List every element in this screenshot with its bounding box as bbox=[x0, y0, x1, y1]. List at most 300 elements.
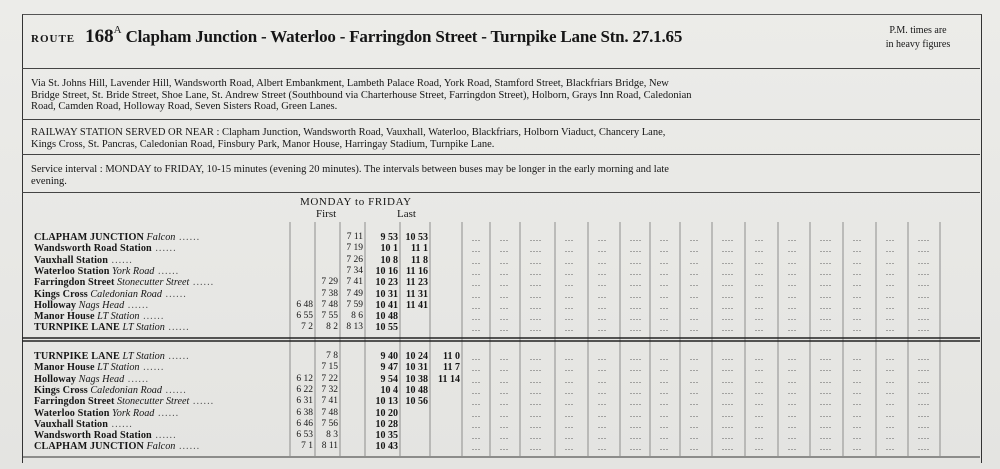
blank-cell-dots: ... bbox=[660, 420, 669, 430]
blank-cell-dots: ... bbox=[598, 234, 607, 243]
blank-cell-dots: .... bbox=[820, 279, 832, 289]
blank-cell-dots: .... bbox=[918, 386, 930, 396]
blank-cell-dots: ... bbox=[690, 375, 699, 385]
blank-cell-dots: .... bbox=[918, 313, 930, 323]
leader-dots: ...... bbox=[154, 265, 180, 277]
blank-cell-dots: .... bbox=[530, 301, 542, 311]
departure-time: 10 55 bbox=[375, 322, 398, 334]
stop-name: CLAPHAM JUNCTION bbox=[34, 232, 144, 243]
blank-cell-dots: ... bbox=[690, 324, 699, 334]
blank-cell-dots: .... bbox=[722, 313, 734, 323]
blank-cell-dots: ... bbox=[565, 420, 574, 430]
blank-cell-dots: ... bbox=[598, 301, 607, 311]
departure-time: 10 38 bbox=[405, 373, 428, 385]
stop-name: Holloway bbox=[34, 373, 77, 385]
leader-dots: ...... bbox=[154, 407, 180, 419]
departure-time: 8 6 bbox=[351, 311, 363, 322]
departure-time: 11 7 bbox=[443, 362, 460, 374]
blank-cell-dots: ... bbox=[660, 432, 669, 442]
departure-time: 10 56 bbox=[405, 396, 428, 408]
stop-name: TURNPIKE LANE bbox=[34, 351, 120, 362]
blank-cell-dots: ... bbox=[788, 245, 797, 255]
blank-cell-dots: ... bbox=[690, 279, 699, 289]
blank-cell-dots: .... bbox=[918, 375, 930, 385]
blank-cell-dots: ... bbox=[853, 267, 862, 277]
blank-cell-dots: .... bbox=[630, 290, 642, 300]
departure-time: 7 1 bbox=[301, 441, 313, 452]
first-heading: First bbox=[316, 208, 337, 220]
blank-cell-dots: ... bbox=[690, 443, 699, 453]
departure-time: 10 28 bbox=[375, 418, 398, 430]
blank-cell-dots: .... bbox=[918, 443, 930, 453]
blank-cell-dots: ... bbox=[598, 267, 607, 277]
last-heading: Last bbox=[397, 208, 416, 220]
departure-time: 7 29 bbox=[321, 277, 338, 288]
blank-cell-dots: .... bbox=[820, 301, 832, 311]
blank-cell-dots: .... bbox=[530, 420, 542, 430]
departure-time: 9 53 bbox=[380, 232, 398, 243]
blank-cell-dots: .... bbox=[630, 420, 642, 430]
blank-cell-dots: ... bbox=[690, 267, 699, 277]
blank-cell-dots: ... bbox=[500, 267, 509, 277]
stop-subname: Falcon bbox=[146, 441, 176, 453]
blank-cell-dots: .... bbox=[530, 443, 542, 453]
blank-cell-dots: ... bbox=[472, 245, 481, 255]
blank-cell-dots: ... bbox=[788, 409, 797, 419]
blank-cell-dots: .... bbox=[722, 420, 734, 430]
blank-cell-dots: ... bbox=[472, 398, 481, 408]
stop-subname: Stonecutter Street bbox=[117, 277, 190, 289]
departure-time: 10 48 bbox=[405, 384, 428, 396]
stop-name: Farringdon Street bbox=[34, 396, 115, 408]
blank-cell-dots: ... bbox=[886, 432, 895, 442]
blank-cell-dots: ... bbox=[660, 353, 669, 362]
blank-cell-dots: ... bbox=[853, 364, 862, 374]
stop-row bbox=[34, 374, 149, 385]
blank-cell-dots: .... bbox=[820, 432, 832, 442]
blank-cell-dots: .... bbox=[918, 256, 930, 266]
blank-cell-dots: ... bbox=[500, 420, 509, 430]
stop-row bbox=[34, 300, 149, 311]
blank-cell-dots: ... bbox=[755, 375, 764, 385]
blank-cell-dots: ... bbox=[690, 364, 699, 374]
stop-row bbox=[34, 408, 179, 419]
blank-cell-dots: .... bbox=[630, 324, 642, 334]
blank-cell-dots: ... bbox=[755, 409, 764, 419]
blank-cell-dots: ... bbox=[853, 324, 862, 334]
departure-time: 7 34 bbox=[346, 265, 363, 276]
blank-cell-dots: ... bbox=[500, 301, 509, 311]
blank-cell-dots: .... bbox=[530, 409, 542, 419]
blank-cell-dots: ... bbox=[788, 267, 797, 277]
stop-subname: LT Station bbox=[97, 311, 140, 323]
blank-cell-dots: .... bbox=[820, 398, 832, 408]
blank-cell-dots: .... bbox=[820, 420, 832, 430]
blank-cell-dots: ... bbox=[853, 398, 862, 408]
blank-cell-dots: ... bbox=[472, 290, 481, 300]
blank-cell-dots: ... bbox=[886, 375, 895, 385]
blank-cell-dots: ... bbox=[500, 398, 509, 408]
blank-cell-dots: .... bbox=[722, 256, 734, 266]
departure-time: 11 41 bbox=[406, 299, 428, 311]
blank-cell-dots: .... bbox=[630, 409, 642, 419]
blank-cell-dots: ... bbox=[755, 256, 764, 266]
blank-cell-dots: ... bbox=[472, 256, 481, 266]
blank-cell-dots: ... bbox=[690, 290, 699, 300]
blank-cell-dots: ... bbox=[788, 313, 797, 323]
blank-cell-dots: ... bbox=[565, 256, 574, 266]
blank-cell-dots: ... bbox=[500, 443, 509, 453]
stop-subname: LT Station bbox=[122, 322, 165, 334]
blank-cell-dots: ... bbox=[853, 386, 862, 396]
blank-cell-dots: ... bbox=[598, 256, 607, 266]
blank-cell-dots: .... bbox=[630, 234, 642, 243]
blank-cell-dots: ... bbox=[598, 279, 607, 289]
leader-dots: ...... bbox=[139, 311, 165, 323]
blank-cell-dots: ... bbox=[755, 353, 764, 362]
blank-cell-dots: ... bbox=[886, 279, 895, 289]
stop-row bbox=[34, 385, 187, 396]
blank-cell-dots: ... bbox=[598, 245, 607, 255]
blank-cell-dots: ... bbox=[755, 290, 764, 300]
departure-time: 6 55 bbox=[296, 311, 313, 322]
blank-cell-dots: .... bbox=[530, 324, 542, 334]
stop-name: Waterloo Station bbox=[34, 407, 110, 419]
blank-cell-dots: ... bbox=[472, 364, 481, 374]
blank-cell-dots: ... bbox=[755, 301, 764, 311]
blank-cell-dots: ... bbox=[788, 375, 797, 385]
blank-cell-dots: ... bbox=[598, 443, 607, 453]
blank-cell-dots: .... bbox=[722, 432, 734, 442]
departure-time: 7 32 bbox=[321, 384, 338, 395]
departure-time: 10 31 bbox=[405, 362, 428, 374]
blank-cell-dots: .... bbox=[630, 375, 642, 385]
blank-cell-dots: ... bbox=[598, 398, 607, 408]
blank-cell-dots: ... bbox=[565, 313, 574, 323]
blank-cell-dots: .... bbox=[722, 245, 734, 255]
departure-time: 7 55 bbox=[321, 311, 338, 322]
stop-name: Kings Cross bbox=[34, 288, 88, 300]
blank-cell-dots: ... bbox=[886, 398, 895, 408]
departure-time: 6 53 bbox=[296, 430, 313, 441]
stop-name: Wandsworth Road Station bbox=[34, 243, 152, 255]
blank-cell-dots: ... bbox=[755, 324, 764, 334]
leader-dots: ...... bbox=[151, 430, 177, 442]
blank-cell-dots: ... bbox=[565, 432, 574, 442]
blank-cell-dots: ... bbox=[500, 364, 509, 374]
blank-cell-dots: ... bbox=[886, 290, 895, 300]
departure-time: 8 11 bbox=[321, 441, 338, 452]
departure-time: 7 59 bbox=[346, 299, 363, 310]
stop-row bbox=[34, 311, 164, 322]
blank-cell-dots: .... bbox=[820, 353, 832, 362]
days-heading: MONDAY to FRIDAY bbox=[300, 196, 412, 208]
blank-cell-dots: ... bbox=[788, 420, 797, 430]
blank-cell-dots: ... bbox=[660, 375, 669, 385]
stop-subname: Stonecutter Street bbox=[117, 396, 190, 408]
departure-time: 10 35 bbox=[375, 430, 398, 442]
departure-time: 11 0 bbox=[443, 351, 460, 362]
blank-cell-dots: ... bbox=[500, 386, 509, 396]
stop-name: Farringdon Street bbox=[34, 277, 115, 289]
departure-time: 6 48 bbox=[296, 299, 313, 310]
stop-name: Waterloo Station bbox=[34, 265, 110, 277]
blank-cell-dots: .... bbox=[918, 267, 930, 277]
route-number: 168 bbox=[85, 26, 114, 47]
blank-cell-dots: .... bbox=[722, 353, 734, 362]
blank-cell-dots: ... bbox=[690, 386, 699, 396]
blank-cell-dots: .... bbox=[820, 267, 832, 277]
blank-cell-dots: ... bbox=[660, 256, 669, 266]
blank-cell-dots: .... bbox=[820, 364, 832, 374]
blank-cell-dots: ... bbox=[886, 386, 895, 396]
blank-cell-dots: .... bbox=[630, 386, 642, 396]
via-line: Via St. Johns Hill, Lavender Hill, Wandsworth Road, Albert Embankment, Lambeth Palace Road, York Road, Stamford Street, Blackfriars Bridge, New bbox=[31, 78, 669, 89]
blank-cell-dots: ... bbox=[690, 245, 699, 255]
departure-time: 7 8 bbox=[326, 351, 338, 361]
blank-cell-dots: ... bbox=[500, 313, 509, 323]
departure-time: 11 23 bbox=[406, 277, 428, 289]
departure-time: 6 38 bbox=[296, 407, 313, 418]
blank-cell-dots: ... bbox=[598, 364, 607, 374]
stop-row bbox=[34, 243, 177, 254]
stop-row bbox=[34, 266, 179, 277]
blank-cell-dots: ... bbox=[853, 409, 862, 419]
blank-cell-dots: ... bbox=[565, 353, 574, 362]
departure-time: 11 14 bbox=[438, 373, 460, 385]
leader-dots: ...... bbox=[189, 277, 215, 289]
blank-cell-dots: ... bbox=[788, 279, 797, 289]
departure-time: 7 41 bbox=[321, 396, 338, 407]
blank-cell-dots: ... bbox=[853, 443, 862, 453]
departure-time: 10 53 bbox=[405, 232, 428, 243]
blank-cell-dots: ... bbox=[660, 364, 669, 374]
blank-cell-dots: .... bbox=[530, 375, 542, 385]
stop-row bbox=[34, 277, 214, 288]
blank-cell-dots: ... bbox=[755, 443, 764, 453]
blank-cell-dots: .... bbox=[722, 290, 734, 300]
stop-subname: Falcon bbox=[146, 232, 176, 243]
departure-time: 7 26 bbox=[346, 254, 363, 265]
blank-cell-dots: .... bbox=[530, 364, 542, 374]
blank-cell-dots: ... bbox=[565, 386, 574, 396]
blank-cell-dots: ... bbox=[690, 301, 699, 311]
blank-cell-dots: ... bbox=[565, 398, 574, 408]
blank-cell-dots: ... bbox=[755, 420, 764, 430]
railway-line: RAILWAY STATION SERVED OR NEAR : Clapham Junction, Wandsworth Road, Vauxhall, Waterloo, Blackfriars, Holborn Viaduct, Chancery Lane, bbox=[31, 127, 666, 138]
blank-cell-dots: ... bbox=[598, 324, 607, 334]
stop-row bbox=[34, 362, 164, 373]
blank-cell-dots: ... bbox=[853, 313, 862, 323]
blank-cell-dots: .... bbox=[820, 290, 832, 300]
leader-dots: ...... bbox=[161, 384, 187, 396]
departure-time: 10 20 bbox=[375, 407, 398, 419]
blank-cell-dots: ... bbox=[472, 409, 481, 419]
blank-cell-dots: ... bbox=[886, 301, 895, 311]
blank-cell-dots: ... bbox=[500, 279, 509, 289]
blank-cell-dots: .... bbox=[918, 432, 930, 442]
blank-cell-dots: ... bbox=[788, 443, 797, 453]
stop-subname: Caledonian Road bbox=[90, 384, 162, 396]
blank-cell-dots: .... bbox=[918, 301, 930, 311]
leader-dots: ...... bbox=[175, 441, 201, 453]
blank-cell-dots: .... bbox=[530, 398, 542, 408]
blank-cell-dots: ... bbox=[853, 234, 862, 243]
blank-cell-dots: ... bbox=[788, 364, 797, 374]
blank-cell-dots: ... bbox=[660, 301, 669, 311]
departure-time: 7 22 bbox=[321, 373, 338, 384]
pm-note-line: in heavy figures bbox=[885, 39, 951, 50]
blank-cell-dots: .... bbox=[630, 256, 642, 266]
leader-dots: ...... bbox=[107, 418, 133, 430]
blank-cell-dots: .... bbox=[530, 245, 542, 255]
departure-time: 10 1 bbox=[380, 243, 398, 255]
leader-dots: ...... bbox=[139, 362, 165, 374]
blank-cell-dots: ... bbox=[660, 245, 669, 255]
blank-cell-dots: ... bbox=[788, 432, 797, 442]
via-line: Road, Camden Road, Holloway Road, Seven Sisters Road, Green Lanes. bbox=[31, 101, 338, 112]
stop-name: TURNPIKE LANE bbox=[34, 322, 120, 334]
blank-cell-dots: ... bbox=[472, 313, 481, 323]
blank-cell-dots: ... bbox=[565, 267, 574, 277]
blank-cell-dots: ... bbox=[660, 398, 669, 408]
leader-dots: ...... bbox=[124, 373, 150, 385]
blank-cell-dots: .... bbox=[918, 234, 930, 243]
stop-name: Wandsworth Road Station bbox=[34, 430, 152, 442]
blank-cell-dots: ... bbox=[660, 290, 669, 300]
blank-cell-dots: ... bbox=[565, 301, 574, 311]
stop-row bbox=[34, 441, 200, 452]
blank-cell-dots: ... bbox=[598, 375, 607, 385]
stop-subname: LT Station bbox=[97, 362, 140, 374]
blank-cell-dots: ... bbox=[853, 256, 862, 266]
route-title: Clapham Junction - Waterloo - Farringdon Street - Turnpike Lane Stn. 27.1.65 bbox=[125, 27, 683, 46]
departure-time: 6 46 bbox=[296, 418, 313, 429]
departure-time: 6 12 bbox=[296, 373, 313, 384]
railway-line: Kings Cross, St. Pancras, Caledonian Road, Finsbury Park, Manor House, Harringay Stadium, Turnpike Lane. bbox=[31, 138, 495, 150]
blank-cell-dots: ... bbox=[755, 398, 764, 408]
blank-cell-dots: ... bbox=[472, 420, 481, 430]
blank-cell-dots: ... bbox=[565, 364, 574, 374]
blank-cell-dots: ... bbox=[472, 267, 481, 277]
blank-cell-dots: ... bbox=[565, 234, 574, 243]
blank-cell-dots: ... bbox=[755, 245, 764, 255]
stop-row bbox=[34, 430, 177, 441]
blank-cell-dots: .... bbox=[530, 432, 542, 442]
blank-cell-dots: ... bbox=[565, 279, 574, 289]
service-line: evening. bbox=[31, 175, 67, 187]
departure-time: 8 13 bbox=[346, 322, 363, 333]
departure-time: 7 19 bbox=[346, 243, 363, 254]
blank-cell-dots: .... bbox=[722, 279, 734, 289]
leader-dots: ...... bbox=[107, 254, 133, 266]
blank-cell-dots: .... bbox=[722, 364, 734, 374]
departure-time: 9 40 bbox=[380, 351, 398, 362]
blank-cell-dots: .... bbox=[820, 245, 832, 255]
blank-cell-dots: .... bbox=[630, 443, 642, 453]
blank-cell-dots: .... bbox=[630, 245, 642, 255]
blank-cell-dots: .... bbox=[630, 432, 642, 442]
blank-cell-dots: ... bbox=[886, 245, 895, 255]
blank-cell-dots: ... bbox=[886, 353, 895, 362]
stop-row bbox=[34, 289, 187, 300]
stop-name: Holloway bbox=[34, 299, 77, 311]
blank-cell-dots: ... bbox=[472, 432, 481, 442]
blank-cell-dots: ... bbox=[853, 353, 862, 362]
blank-cell-dots: ... bbox=[788, 301, 797, 311]
blank-cell-dots: ... bbox=[500, 353, 509, 362]
leader-dots: ...... bbox=[151, 243, 177, 255]
departure-time: 7 41 bbox=[346, 277, 363, 288]
blank-cell-dots: ... bbox=[788, 398, 797, 408]
pm-note-line: P.M. times are bbox=[889, 25, 947, 36]
blank-cell-dots: ... bbox=[472, 279, 481, 289]
blank-cell-dots: .... bbox=[918, 409, 930, 419]
blank-cell-dots: ... bbox=[472, 234, 481, 243]
blank-cell-dots: ... bbox=[755, 364, 764, 374]
blank-cell-dots: ... bbox=[598, 313, 607, 323]
blank-cell-dots: ... bbox=[853, 279, 862, 289]
blank-cell-dots: ... bbox=[788, 256, 797, 266]
leader-dots: ...... bbox=[189, 396, 215, 408]
blank-cell-dots: ... bbox=[690, 420, 699, 430]
blank-cell-dots: ... bbox=[598, 386, 607, 396]
blank-cell-dots: .... bbox=[530, 386, 542, 396]
blank-cell-dots: .... bbox=[918, 420, 930, 430]
blank-cell-dots: ... bbox=[755, 279, 764, 289]
blank-cell-dots: ... bbox=[660, 409, 669, 419]
stop-name: Vauxhall Station bbox=[34, 254, 108, 266]
blank-cell-dots: ... bbox=[500, 234, 509, 243]
departure-time: 10 48 bbox=[375, 311, 398, 323]
blank-cell-dots: ... bbox=[690, 398, 699, 408]
stop-name: CLAPHAM JUNCTION bbox=[34, 441, 144, 453]
blank-cell-dots: ... bbox=[690, 256, 699, 266]
blank-cell-dots: .... bbox=[630, 267, 642, 277]
blank-cell-dots: .... bbox=[722, 375, 734, 385]
blank-cell-dots: ... bbox=[886, 324, 895, 334]
blank-cell-dots: ... bbox=[500, 290, 509, 300]
blank-cell-dots: .... bbox=[530, 256, 542, 266]
departure-time: 9 47 bbox=[380, 362, 398, 374]
blank-cell-dots: ... bbox=[660, 313, 669, 323]
departure-time: 10 41 bbox=[375, 299, 398, 311]
stop-row bbox=[34, 351, 190, 362]
blank-cell-dots: ... bbox=[755, 386, 764, 396]
blank-cell-dots: ... bbox=[755, 267, 764, 277]
blank-cell-dots: .... bbox=[722, 386, 734, 396]
blank-cell-dots: ... bbox=[660, 267, 669, 277]
blank-cell-dots: ... bbox=[472, 324, 481, 334]
leader-dots: ...... bbox=[161, 288, 187, 300]
departure-time: 8 3 bbox=[326, 430, 338, 441]
blank-cell-dots: ... bbox=[472, 301, 481, 311]
blank-cell-dots: .... bbox=[630, 301, 642, 311]
blank-cell-dots: ... bbox=[598, 353, 607, 362]
blank-cell-dots: ... bbox=[500, 256, 509, 266]
blank-cell-dots: ... bbox=[886, 256, 895, 266]
blank-cell-dots: .... bbox=[722, 234, 734, 243]
blank-cell-dots: .... bbox=[820, 409, 832, 419]
blank-cell-dots: .... bbox=[530, 279, 542, 289]
departure-time: 11 16 bbox=[406, 265, 428, 277]
service-line: Service interval : MONDAY to FRIDAY, 10-15 minutes (evening 20 minutes). The intervals between buses may be longer in the early morning and late bbox=[31, 164, 669, 175]
blank-cell-dots: .... bbox=[630, 398, 642, 408]
blank-cell-dots: .... bbox=[722, 409, 734, 419]
departure-time: 7 48 bbox=[321, 299, 338, 310]
stop-subname: Caledonian Road bbox=[90, 288, 162, 300]
departure-time: 10 43 bbox=[375, 441, 398, 453]
